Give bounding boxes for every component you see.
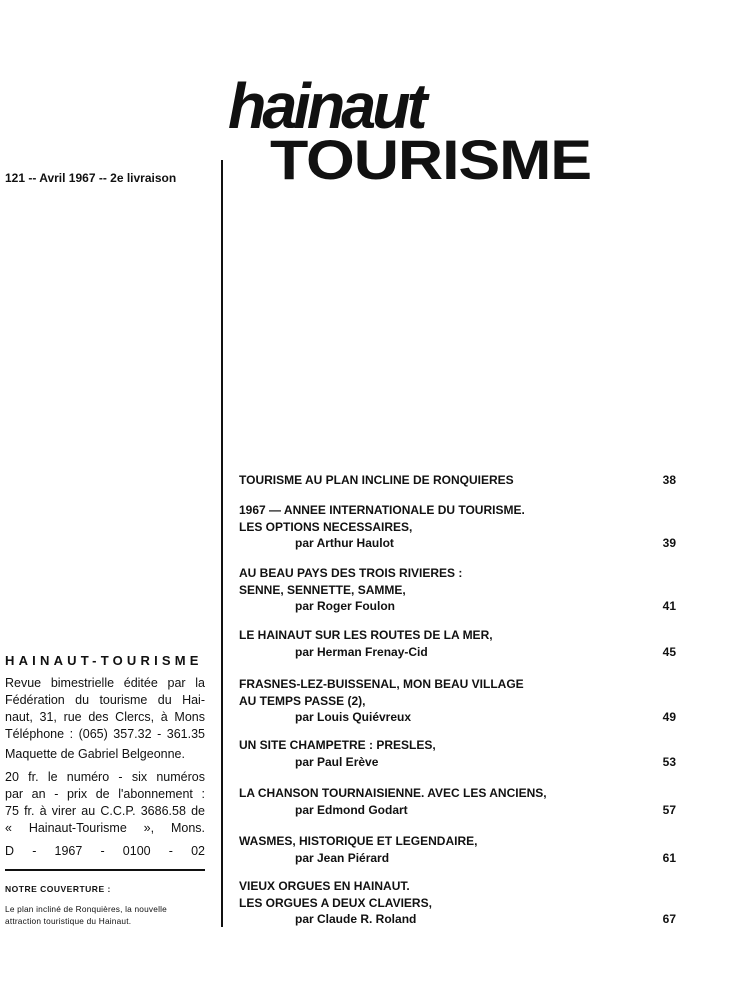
toc-entry-title: FRASNES-LEZ-BUISSENAL, MON BEAU VILLAGE xyxy=(239,677,524,691)
toc-entry-author: par Claude R. Roland xyxy=(295,912,417,926)
sidebar-title: HAINAUT-TOURISME xyxy=(5,653,203,668)
toc-entry-page: 67 xyxy=(662,912,676,926)
toc-entry-page: 39 xyxy=(662,536,676,550)
toc-entry-title: SENNE, SENNETTE, SAMME, xyxy=(239,582,406,597)
toc-entry-page: 45 xyxy=(662,644,676,659)
registration-line: D - 1967 - 0100 - 02 xyxy=(5,844,205,858)
sidebar-rule xyxy=(5,869,205,871)
toc-entry xyxy=(239,565,676,615)
publisher-line: Fédération du tourisme du Hai- xyxy=(5,693,205,707)
design-credit xyxy=(5,746,205,763)
publisher-line: Revue bimestrielle éditée par la xyxy=(5,676,205,690)
toc-entry-author: par Roger Foulon xyxy=(295,599,395,613)
toc-entry-title: AU TEMPS PASSE (2), xyxy=(239,693,366,708)
toc-entry-title: LE HAINAUT SUR LES ROUTES DE LA MER, xyxy=(239,628,493,642)
cover-title: NOTRE COUVERTURE : xyxy=(5,884,111,894)
toc-entry-title: TOURISME AU PLAN INCLINE DE RONQUIERES xyxy=(239,473,514,487)
subscription-line: 75 fr. à virer au C.C.P. 3686.58 de xyxy=(5,804,205,818)
publisher-info xyxy=(5,675,205,743)
toc-entry-title: VIEUX ORGUES EN HAINAUT. xyxy=(239,879,410,893)
toc-entry-title: LA CHANSON TOURNAISIENNE. AVEC LES ANCIENS, xyxy=(239,786,547,800)
cover-caption: Le plan incliné de Ronquières, la nouvelle attraction touristique du Hainaut. xyxy=(5,904,167,926)
subscription-info xyxy=(5,769,205,837)
toc-entry-title: UN SITE CHAMPETRE : PRESLES, xyxy=(239,738,436,752)
toc-entry xyxy=(239,878,676,928)
toc-entry-title: 1967 — ANNEE INTERNATIONALE DU TOURISME. xyxy=(239,503,525,517)
toc-entry-page: 38 xyxy=(662,473,676,487)
toc-entry-title: AU BEAU PAYS DES TROIS RIVIERES : xyxy=(239,566,463,580)
toc-entry-page: 53 xyxy=(662,754,676,769)
toc-entry-page: 49 xyxy=(662,710,676,724)
toc-entry-author: par Paul Erève xyxy=(295,754,379,769)
design-line: Maquette de Gabriel Belgeonne. xyxy=(5,747,185,761)
toc-entry xyxy=(239,627,676,660)
toc-entry xyxy=(239,472,676,489)
publisher-line: Téléphone : (065) 357.32 - 361.35 xyxy=(5,727,205,741)
registration xyxy=(5,843,205,860)
toc-entry-title: LES ORGUES A DEUX CLAVIERS, xyxy=(239,895,432,910)
toc-entry-page: 41 xyxy=(662,599,676,613)
toc-entry-author: par Edmond Godart xyxy=(295,802,408,817)
toc-entry-author: par Herman Frenay-Cid xyxy=(295,644,428,659)
toc-entry xyxy=(239,785,676,818)
toc-entry xyxy=(239,737,676,770)
toc-entry-author: par Louis Quiévreux xyxy=(295,710,412,724)
toc-entry xyxy=(239,833,676,866)
toc-entry-title: LES OPTIONS NECESSAIRES, xyxy=(239,519,413,534)
logo-tourisme: TOURISME xyxy=(270,128,591,191)
toc-entry-title: WASMES, HISTORIQUE ET LEGENDAIRE, xyxy=(239,834,478,848)
toc-entry-page: 57 xyxy=(662,802,676,817)
column-divider xyxy=(221,160,223,927)
publisher-line: naut, 31, rue des Clercs, à Mons xyxy=(5,710,205,724)
subscription-line: « Hainaut-Tourisme », Mons. xyxy=(5,821,205,835)
toc-entry xyxy=(239,502,676,552)
subscription-line: 20 fr. le numéro - six numéros xyxy=(5,770,205,784)
toc-entry-author: par Arthur Haulot xyxy=(295,536,394,550)
toc-entry xyxy=(239,676,676,726)
logo-hainaut: hainaut xyxy=(227,70,424,142)
issue-line: 121 -- Avril 1967 -- 2e livraison xyxy=(5,171,177,185)
subscription-line: par an - prix de l'abonnement : xyxy=(5,787,205,801)
toc-entry-author: par Jean Piérard xyxy=(295,850,390,865)
toc-entry-page: 61 xyxy=(662,850,676,865)
